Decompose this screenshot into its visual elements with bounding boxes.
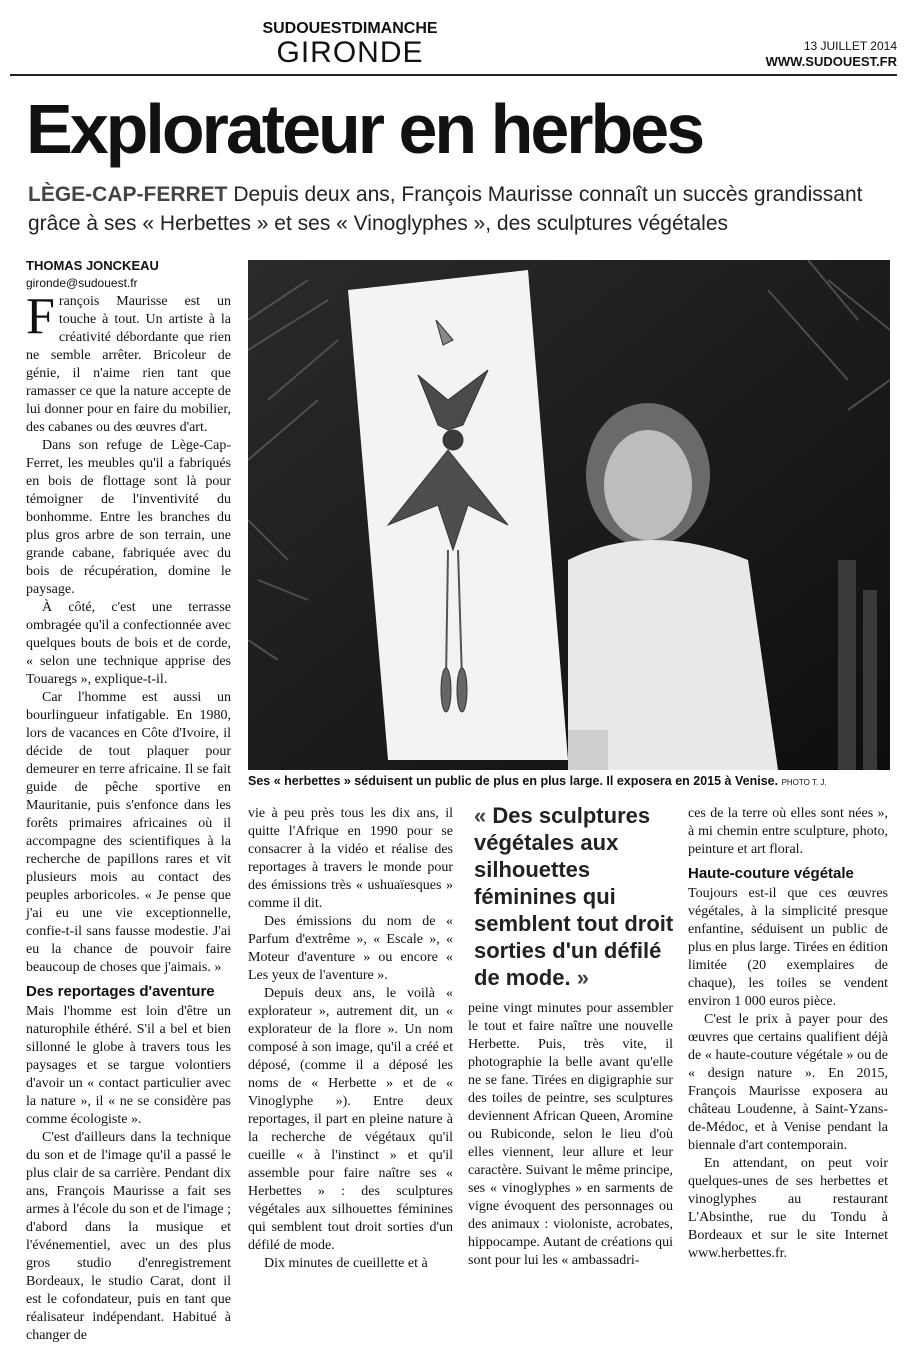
deck-text: Depuis deux ans, François Maurisse connaît un succès grandissant grâce à ses « Herbettes » et ses « Vinoglyphes », des sculptures végétales: [28, 183, 863, 235]
site-url: WWW.SUDOUEST.FR: [765, 54, 897, 69]
paragraph: ces de la terre où elles sont nées », à mi chemin entre sculpture, photo, peinture et art floral.: [688, 806, 888, 857]
paragraph: Depuis deux ans, le voilà « explorateur », autrement dit, un « explorateur de la flore ». Un nom composé à son image, qu'il a créé et déposé, (comme il a déposé les noms de « Herbette » et de « Vinoglyphe »). Entre deux reportages, il part en pleine nature à la recherche de végétaux qu'il cueille « à l'instinct » et qu'il assemble pour faire naître ses « Herbettes » : des sculptures végétales aux silhouettes féminines qui semblent tout droit sorties d'un défilé de mode.: [248, 986, 453, 1253]
date-block: [766, 38, 897, 70]
paragraph: Dix minutes de cueillette et à: [264, 1256, 428, 1271]
paragraph: C'est le prix à payer pour des œuvres que certains qualifient déjà de « haute-couture végétale » ou de « design nature ». En 2015, François Maurisse exposera au château Loudenne, à Saint-Yzans-de-Médoc, et à Venise pendant la biennale d'art contemporain.: [688, 1012, 888, 1153]
paragraph: Toujours est-il que ces œuvres végétales, à la simplicité presque enfantine, séduisent un public de plus en plus large. Tirées en édition limitée (20 exemplaires de chaque), les toiles se vendent environ 1 000 euros pièce.: [688, 886, 888, 1009]
article-photo: [248, 260, 890, 770]
column-3: [468, 1000, 673, 1270]
brand-part-b: DIMANCHE: [351, 20, 438, 37]
quote-close-mark: »: [576, 965, 589, 990]
subheading: Haute-couture végétale: [688, 865, 854, 882]
paragraph: À côté, c'est une terrasse ombragée qu'il a confectionnée avec quelques bouts de bois et de corde, « selon une technique apprise des Touaregs », explique-t-il.: [26, 600, 231, 687]
masthead: [0, 0, 907, 78]
paragraph: Des émissions du nom de « Parfum d'extrême », « Escale », « Moteur d'aventure » ou encore « Les yeux de l'aventure ».: [248, 914, 453, 983]
paragraph: Car l'homme est aussi un bourlingueur infatigable. En 1980, lors de vacances en Côte d'Ivoire, il décide de tout plaquer pour demeurer en terre africaine. Il se fait guide de pêche sportive en Mauritanie, puis s'enfonce dans les forêts primaires africaines où il accompagne des scientifiques à la recherche de papillons rares et vit plusieurs mois au contact des peuples arboricoles. « Je pense que j'ai eu une vie exceptionnelle, confie-t-il sans fausse modestie. J'ai eu la chance de pouvoir faire beaucoup de choses que j'aimais. »: [26, 690, 231, 975]
pull-quote: [474, 802, 674, 991]
paragraph: peine vingt minutes pour assembler le tout et faire naître une nouvelle Herbette. Puis, très vite, il photographie la belle avant qu'elle ne se fane. Tirées en digigraphie sur des toiles de peintre, ses sculptures deviennent African Queen, Aromine ou Rubiconde, selon le lieu d'où elles viennent, leur allure et leur caractère. Suivant le même principe, ses « vinoglyphes » en sarments de vigne évoquent des personnages ou des animaux : violoniste, acrobates, hippocampe. Autant de créations qui sont pour lui les « ambassadri-: [468, 1001, 673, 1268]
photo-credit: PHOTO T. J.: [781, 778, 827, 787]
paragraph: Mais l'homme est loin d'être un naturophile éthéré. S'il a bel et bien sillonné le globe à travers tous les paysages et se targue volontiers d'avoir un « contact particulier avec la nature », il « ne se considère pas comme écologiste ».: [26, 1004, 231, 1127]
quote-text: Des sculptures végétales aux silhouettes féminines qui semblent tout droit sorties d'un défilé de mode.: [474, 803, 674, 990]
column-4: [688, 805, 888, 1263]
caption-text: Ses « herbettes » séduisent un public de plus en plus large. Il exposera en 2015 à Venise.: [248, 774, 779, 788]
drop-cap: F: [26, 288, 55, 345]
subheading: Des reportages d'aventure: [26, 983, 215, 1000]
article-deck: [28, 180, 888, 238]
paragraph: C'est d'ailleurs dans la technique du son et de l'image qu'il a passé le plus clair de sa carrière. Pendant dix ans, François Maurisse a fait ses armes à l'école du son et de l'image ; d'abord dans la musique et l'événementiel, avec un des plus gros studio d'enregistrement Bordeaux, le studio Carat, dont il est le cofondateur, puis en tant que réalisateur indépendant. Habitué à changer de: [26, 1130, 231, 1343]
column-2: [248, 805, 453, 1273]
issue-date: 13 JUILLET 2014: [803, 39, 897, 53]
paragraph: Dans son refuge de Lège-Cap-Ferret, les meubles qu'il a fabriqués en bois de flottage sont là pour témoigner de l'inventivité du bonhomme. Entre les branches du plus gros arbre de son terrain, une grande cabane, fabriquée avec du bois de récupération, domine le paysage.: [26, 438, 231, 597]
header-rule: [10, 74, 897, 76]
paragraph: vie à peu près tous les dix ans, il quitte l'Afrique en 1990 pour se consacrer à la vidéo et réalise des reportages à travers le monde pour des émissions très « ushuaïesques » comme il dit.: [248, 806, 453, 911]
quote-open-mark: «: [474, 803, 487, 828]
paragraph: En attendant, on peut voir quelques-unes de ses herbettes et vinoglyphes au restaurant L'Absinthe, rue du Tondu à Bordeaux et sur le site Internet www.herbettes.fr.: [688, 1156, 888, 1261]
paragraph: [26, 288, 231, 437]
author-email: gironde@sudouest.fr: [26, 276, 138, 290]
author-byline: THOMAS JONCKEAU: [26, 258, 159, 273]
article-headline: Explorateur en herbes: [26, 90, 703, 168]
photo-illustration: [248, 260, 890, 770]
paragraph-text: rançois Maurisse est un touche à tout. Un artiste à la créativité débordante que rien ne semble arrêter. Bricoleur de génie, il n'aime rien tant que ramasser ce que la nature accepte de lui donner pour en faire du mobilier, des cabanes ou des œuvres d'art.: [26, 294, 231, 435]
region-title: GIRONDE: [276, 36, 424, 69]
photo-caption: [248, 774, 898, 788]
column-1: [26, 288, 231, 1345]
deck-location: LÈGE-CAP-FERRET: [28, 183, 228, 206]
brand-part-a: SUDOUEST: [262, 20, 352, 37]
